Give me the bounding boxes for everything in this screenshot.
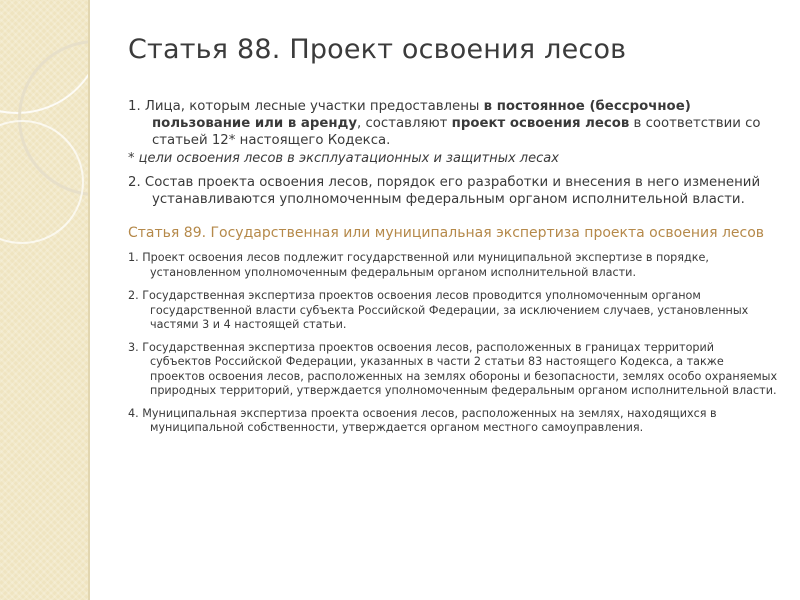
slide-title: Статья 88. Проект освоения лесов (128, 34, 627, 65)
slide-content (128, 98, 778, 436)
point1-bold-usage: в постоянное (бессрочное) пользование или в аренду (152, 99, 691, 131)
article89-heading: Статья 89. Государственная или муниципальная экспертиза проекта освоения лесов (128, 225, 765, 241)
article88-point1 (128, 98, 778, 149)
article88-point2: 2. Состав проекта освоения лесов, порядок его разработки и внесения в него изменений устанавливаются уполномоченным федеральным органом исполнительной власти. (128, 175, 761, 207)
article89-point2: 2. Государственная экспертиза проектов освоения лесов проводится уполномоченным органом государственной власти субъекта Российской Федерации, за исключением случаев, установленных частями 3 и 4 настоящей статьи. (128, 289, 749, 331)
article89-point4: 4. Муниципальная экспертиза проекта освоения лесов, расположенных на землях, находящихся в муниципальной собственности, утверждается органом местного самоуправления. (128, 406, 717, 434)
decorative-side-band (0, 0, 88, 600)
article89-point3: 3. Государственная экспертиза проектов освоения лесов, расположенных в границах территорий субъектов Российской Федерации, указанных в части 2 статьи 83 настоящего Кодекса, а также проектов освоения лесов, расположенных на землях обороны и безопасности, землях особо охраняемых природных территорий, утверждается уполномоченным федеральным органом исполнительной власти. (128, 340, 778, 397)
point1-text-a: 1. Лица, которым лесные участки предоставлены (128, 99, 484, 114)
footnote: * цели освоения лесов в эксплуатационных и защитных лесах (128, 151, 559, 166)
point1-text-c: в соответствии со статьей 12* настоящего Кодекса. (152, 116, 761, 148)
band-divider (88, 0, 90, 600)
article89-point1: 1. Проект освоения лесов подлежит государственной или муниципальной экспертизе в порядке, установленном уполномоченным федеральным органом исполнительной власти. (128, 251, 709, 279)
point1-text-b: , составляют (357, 116, 452, 131)
point1-bold-project: проект освоения лесов (451, 116, 630, 131)
